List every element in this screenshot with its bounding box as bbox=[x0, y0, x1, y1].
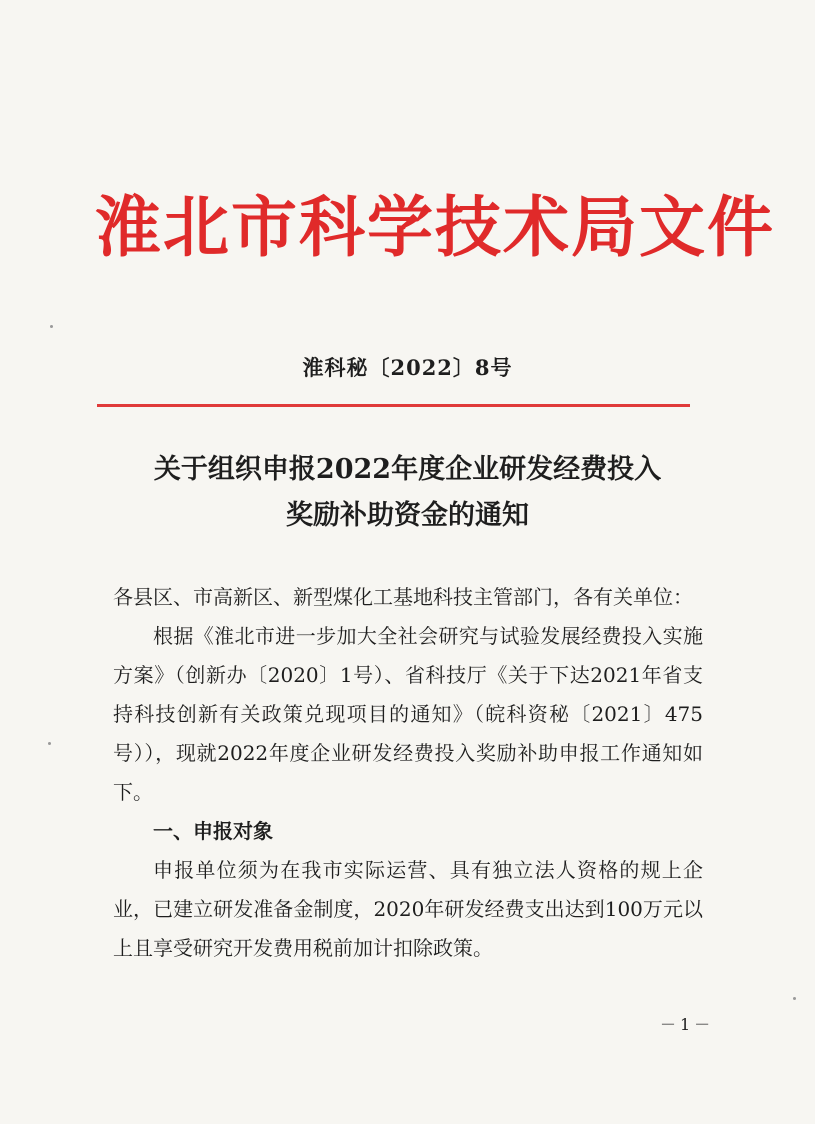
page-number: －1－ bbox=[660, 1015, 715, 1034]
document-number: 淮科秘〔2022〕8号 bbox=[302, 355, 513, 380]
section-heading-applicants: 一、申报对象 bbox=[153, 819, 273, 843]
scan-speck bbox=[50, 325, 53, 328]
scan-speck bbox=[793, 997, 796, 1000]
red-divider-line bbox=[97, 404, 690, 407]
notice-title bbox=[60, 447, 755, 539]
notice-title-line-2: 奖励补助资金的通知 bbox=[286, 500, 529, 531]
notice-title-line-1: 关于组织申报2022年度企业研发经费投入 bbox=[153, 454, 662, 485]
salutation: 各县区、市高新区、新型煤化工基地科技主管部门，各有关单位： bbox=[113, 585, 693, 609]
paragraph-basis: 根据《淮北市进一步加大全社会研究与试验发展经费投入实施方案》（创新办〔2020〕1号）、省科技厅《关于下达2021年省支持科技创新有关政策兑现项目的通知》（皖科资秘〔2021〕475号）），现就2022年度企业研发经费投入奖励补助申报工作通知如下。 bbox=[113, 624, 703, 804]
paragraph-applicants: 申报单位须为在我市实际运营、具有独立法人资格的规上企业，已建立研发准备金制度，2020年研发经费支出达到100万元以上且享受研究开发费用税前加计扣除政策。 bbox=[113, 858, 703, 960]
agency-masthead: 淮北市科学技术局文件 bbox=[95, 189, 775, 266]
notice-body bbox=[113, 578, 703, 968]
scan-speck bbox=[48, 742, 51, 745]
